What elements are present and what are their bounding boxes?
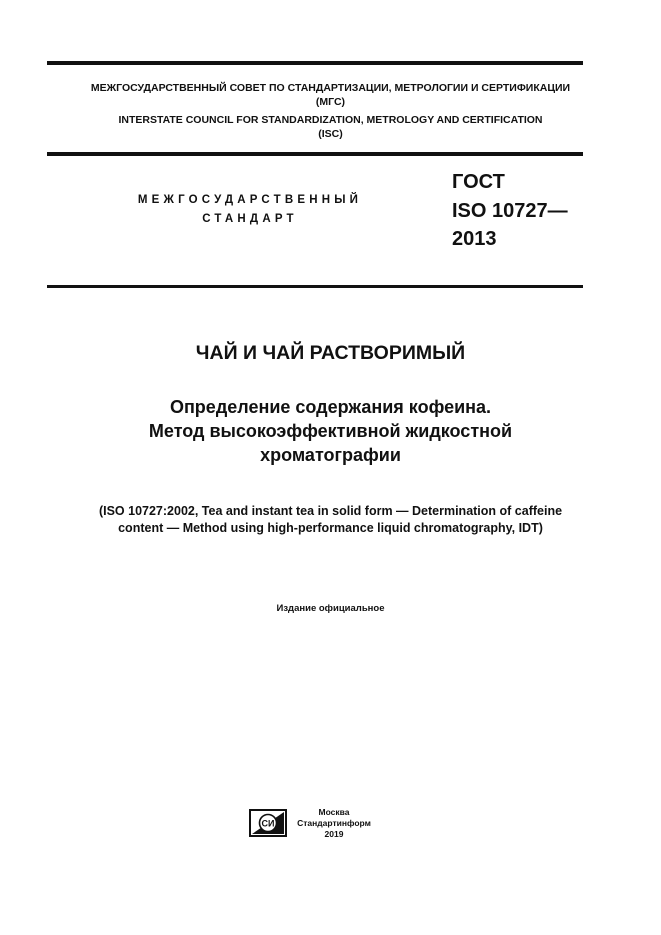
subtitle-line3: хроматографии [260,445,401,465]
subtitle-line2: Метод высокоэффективной жидкостной [148,421,513,441]
header-bottom-rule [47,285,583,288]
top-rule [47,61,583,65]
iso-reference-line1: (ISO 10727:2002, Tea and instant tea in solid form — Determination of caffeine [98,504,563,518]
standard-type-line2: СТАНДАРТ [202,213,298,225]
council-en-abbr: (ISC) [318,128,343,140]
logo-monogram: СИ [261,818,275,829]
council-en-name: INTERSTATE COUNCIL FOR STANDARDIZATION, METROLOGY AND CERTIFICATION [118,114,543,126]
publisher-city: Москва [318,807,350,817]
iso-reference-line2: content — Method using high-performance liquid chromatography, IDT) [118,521,543,535]
designation-number: ISO 10727— [452,200,568,222]
document-title: ЧАЙ И ЧАЙ РАСТВОРИМЫЙ [195,342,466,364]
designation-year: 2013 [452,228,497,250]
council-ru-abbr: (МГС) [315,96,346,108]
council-divider [47,152,583,156]
publisher-year: 2019 [324,829,344,839]
designation-gost: ГОСТ [452,171,505,193]
council-ru-name: МЕЖГОСУДАРСТВЕННЫЙ СОВЕТ ПО СТАНДАРТИЗАЦИИ, МЕТРОЛОГИИ И СЕРТИФИКАЦИИ [90,82,571,94]
edition-label: Издание официальное [276,603,385,614]
subtitle-line1: Определение содержания кофеина. [169,397,492,417]
publisher-name: Стандартинформ [297,818,371,828]
standard-type-line1: МЕЖГОСУДАРСТВЕННЫЙ [137,194,363,206]
standartinform-logo [249,809,287,837]
